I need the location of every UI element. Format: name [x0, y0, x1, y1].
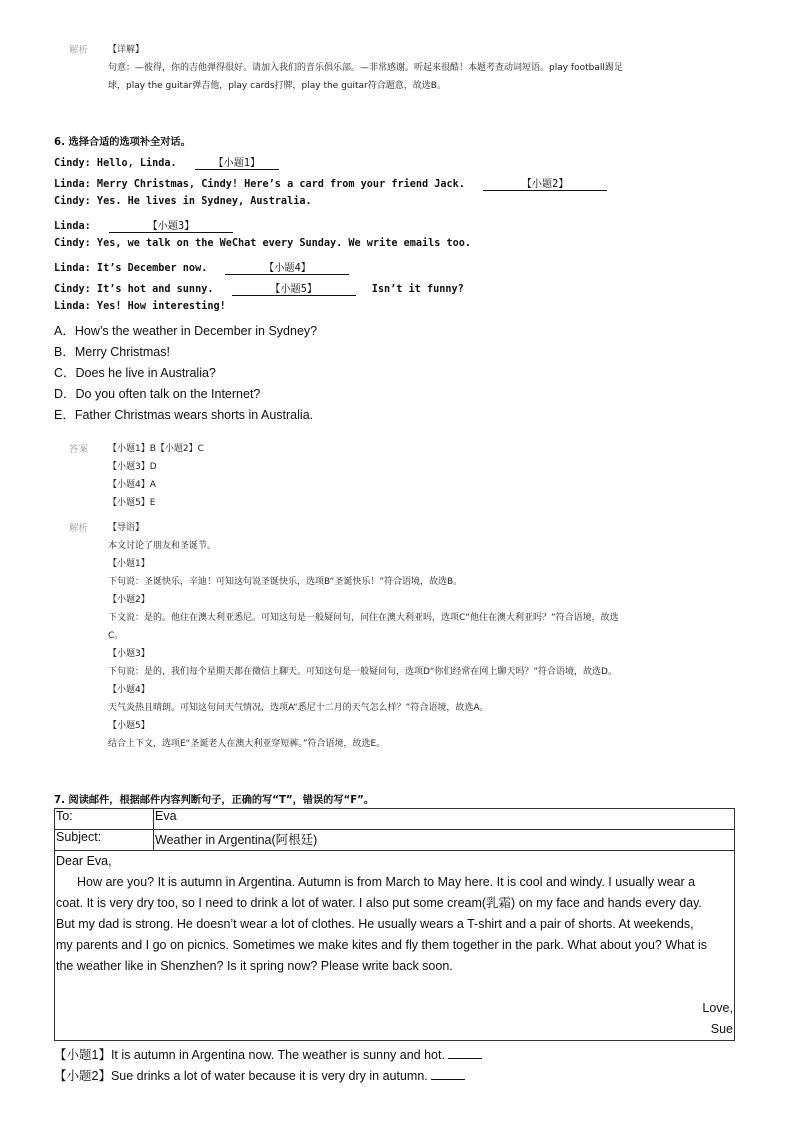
email-paragraph-line: How are you? It is autumn in Argentina. Autumn is from March to May here. It is cool and windy. I usually wear a	[77, 875, 696, 889]
to-value: Eva	[154, 809, 735, 830]
analysis-line: 下文说：是的。他住在澳大利亚悉尼。可知这句是一般疑问句，问住在澳大利亚吗，选项C“他住在澳大利亚吗？”符合语境，故选	[108, 613, 619, 623]
subject-value: Weather in Argentina(阿根廷)	[154, 830, 735, 851]
analysis-line: 球，play the guitar弹吉他，play cards打牌，play the guitar符合题意，故选B。	[108, 81, 446, 91]
analysis-line: 【小题4】	[108, 685, 150, 695]
answer-label: 答案	[69, 444, 89, 455]
dialogue-line: Cindy: It’s hot and sunny. 【小题5】 Isn’t it funny?	[54, 280, 464, 296]
analysis-line: C。	[108, 631, 124, 641]
question-title: 6. 选择合适的选项补全对话。	[54, 137, 191, 148]
option-item: B．Merry Christmas!	[54, 345, 170, 359]
analysis-line: 下句说：圣诞快乐，辛迪！可知这句说圣诞快乐，选项B“圣诞快乐！”符合语境，故选B。	[108, 577, 463, 587]
dialogue-line: Cindy: Hello, Linda. 【小题1】	[54, 154, 279, 170]
judge-question: 【小题1】It is autumn in Argentina now. The weather is sunny and hot.	[54, 1045, 482, 1063]
subject-label: Subject:	[55, 830, 154, 851]
email-paragraph-line: But my dad is strong. He doesn’t wear a lot of clothes. He usually wears a T-shirt and a pair of shorts. At weekends,	[56, 917, 694, 931]
answer-blank[interactable]	[448, 1048, 482, 1059]
option-item: D．Do you often talk on the Internet?	[54, 387, 261, 401]
analysis-line: 结合上下文，选项E“圣诞老人在澳大利亚穿短裤。”符合语境，故选E。	[108, 739, 386, 749]
answer-blank[interactable]: 【小题2】	[483, 175, 607, 191]
analysis-line: 【小题5】	[108, 721, 150, 731]
answer-blank[interactable]: 【小题5】	[232, 280, 356, 296]
option-item: E．Father Christmas wears shorts in Australia.	[54, 408, 314, 422]
analysis-line: 句意：—彼得，你的吉他弹得很好。请加入我们的音乐俱乐部。—非常感谢。听起来很酷！本题考查动词短语。play football踢足	[108, 63, 623, 73]
analysis-line: 【小题3】	[108, 649, 150, 659]
dialogue-line: Cindy: Yes. He lives in Sydney, Australia.	[54, 196, 312, 207]
analysis-line: 本文讨论了朋友和圣诞节。	[108, 541, 217, 551]
answer-blank[interactable]	[431, 1069, 465, 1080]
analysis-line: 下句说：是的，我们每个星期天都在微信上聊天。可知这句是一般疑问句，选项D“你们经常在网上聊天吗？”符合语境，故选D。	[108, 667, 617, 677]
email-signature: Sue	[710, 1022, 733, 1036]
dialogue-line: Linda: 【小题3】	[54, 217, 233, 233]
answer-line: 【小题1】B【小题2】C	[108, 444, 204, 454]
email-paragraph-line: my parents and I go on picnics. Sometimes we make kites and fly them together in the park. What about you? What is	[56, 938, 708, 952]
analysis-label: 解析	[69, 45, 89, 56]
dialogue-line: Linda: Merry Christmas, Cindy! Here’s a card from your friend Jack. 【小题2】	[54, 175, 607, 191]
analysis-line: 【小题1】	[108, 559, 150, 569]
answer-blank[interactable]: 【小题1】	[195, 154, 279, 170]
email-table	[54, 808, 735, 1041]
email-body	[55, 851, 735, 1041]
option-item: C．Does he live in Australia?	[54, 366, 216, 380]
analysis-label: 解析	[69, 523, 89, 534]
answer-line: 【小题5】E	[108, 498, 156, 508]
analysis-bracket: 【详解】	[108, 45, 145, 55]
email-closing: Love,	[702, 1001, 733, 1015]
analysis-line: 【小题2】	[108, 595, 150, 605]
dialogue-line: Linda: Yes! How interesting!	[54, 301, 226, 312]
answer-blank[interactable]: 【小题4】	[225, 259, 349, 275]
email-greeting: Dear Eva,	[56, 854, 112, 868]
email-paragraph-line: coat. It is very dry too, so I need to drink a lot of water. I also put some cream(乳霜) on my face and hands every day.	[56, 896, 702, 910]
answer-line: 【小题3】D	[108, 462, 157, 472]
answer-blank[interactable]: 【小题3】	[109, 217, 233, 233]
dialogue-line: Cindy: Yes, we talk on the WeChat every Sunday. We write emails too.	[54, 238, 472, 249]
dialogue-line: Linda: It’s December now. 【小题4】	[54, 259, 349, 275]
analysis-line: 天气炎热且晴朗。可知这句问天气情况，选项A“悉尼十二月的天气怎么样？”符合语境，故选A。	[108, 703, 489, 713]
question-title: 7. 阅读邮件，根据邮件内容判断句子，正确的写“T”，错误的写“F”。	[54, 795, 375, 806]
analysis-line: 【导语】	[108, 523, 145, 533]
answer-line: 【小题4】A	[108, 480, 156, 490]
to-label: To:	[55, 809, 154, 830]
judge-question: 【小题2】Sue drinks a lot of water because it is very dry in autumn.	[54, 1066, 465, 1084]
email-paragraph-line: the weather like in Shenzhen? Is it spring now? Please write back soon.	[56, 959, 453, 973]
option-item: A．How’s the weather in December in Sydney?	[54, 324, 318, 338]
